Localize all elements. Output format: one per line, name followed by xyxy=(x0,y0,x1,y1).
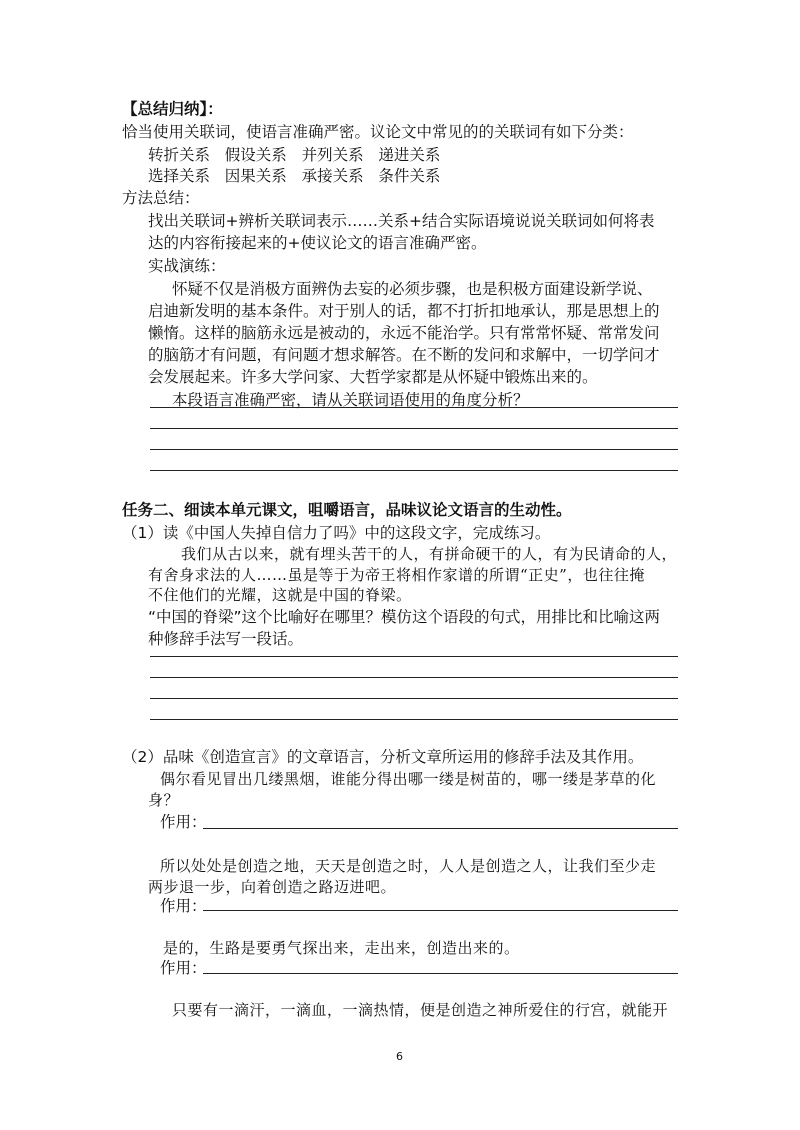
practice-label: 实战演练： xyxy=(148,257,226,275)
effect-label: 作用： xyxy=(160,813,207,831)
answer-line[interactable] xyxy=(150,470,678,471)
q2-item-line: 只要有一滴汗，一滴血，一滴热情，便是创造之神所爱住的行宫，就能开 xyxy=(172,1001,669,1019)
q1-quote-line: 有舍身求法的人……虽是等于为帝王将相作家谱的所谓“正史”，也往往掩 xyxy=(148,566,645,584)
effect-answer-line[interactable] xyxy=(203,828,678,829)
q1-prompt: （1）读《中国人失掉自信力了吗》中的这段文字，完成练习。 xyxy=(122,524,551,542)
task2-heading: 任务二、细读本单元课文，咀嚼语言，品味议论文语言的生动性。 xyxy=(122,501,572,519)
q2-item-line: 所以处处是创造之地，天天是创造之时，人人是创造之人，让我们至少走 xyxy=(160,857,657,875)
summary-heading: 【总结归纳】： xyxy=(122,100,223,118)
q1-question-line-1: “中国的脊梁”这个比喻好在哪里？模仿这个语段的句式，用排比和比喻这两 xyxy=(148,608,661,626)
q2-item-line: 两步退一步，向着创造之路迈进吧。 xyxy=(148,878,397,896)
effect-answer-line[interactable] xyxy=(203,910,678,911)
answer-line[interactable] xyxy=(150,656,678,657)
effect-label: 作用： xyxy=(160,959,207,977)
answer-line[interactable] xyxy=(150,698,678,699)
passage-line: 启迪新发明的基本条件。对于别人的话，都不打折扣地承认，那是思想上的 xyxy=(148,302,660,320)
method-line-1: 找出关联词+辨析关联词表示……关系+结合实际语境说说关联词如何将表 xyxy=(148,212,655,230)
answer-line[interactable] xyxy=(150,407,678,408)
q1-quote-line: 不住他们的光耀，这就是中国的脊梁。 xyxy=(148,586,412,604)
q2-item-line: 是的，生路是要勇气探出来，走出来，创造出来的。 xyxy=(163,939,520,957)
passage-line: 懒惰。这样的脑筋永远是被动的，永远不能治学。只有常常怀疑、常常发问 xyxy=(148,324,660,342)
effect-label: 作用： xyxy=(160,897,207,915)
effect-answer-line[interactable] xyxy=(203,973,678,974)
q2-prompt: （2）品味《创造宣言》的文章语言，分析文章所运用的修辞手法及其作用。 xyxy=(122,748,644,766)
passage-line: 的脑筋才有问题，有问题才想求解答。在不断的发问和求解中，一切学问才 xyxy=(148,346,660,364)
q2-item-line: 偶尔看见冒出几缕黑烟，谁能分得出哪一缕是树苗的，哪一缕是茅草的化 xyxy=(160,770,657,788)
q1-quote-line: 我们从古以来，就有埋头苦干的人，有拼命硬干的人，有为民请命的人， xyxy=(181,545,678,563)
passage-question: 本段语言准确严密，请从关联词语使用的角度分析？ xyxy=(172,391,529,409)
summary-intro: 恰当使用关联词，使语言准确严密。议论文中常见的的关联词有如下分类： xyxy=(122,123,634,141)
page-number: 6 xyxy=(396,1050,403,1063)
q2-item-line: 身？ xyxy=(148,791,180,809)
answer-line[interactable] xyxy=(150,428,678,429)
passage-line: 怀疑不仅是消极方面辨伪去妄的必须步骤，也是积极方面建设新学说、 xyxy=(172,280,653,298)
q1-question-line-2: 种修辞手法写一段话。 xyxy=(148,630,304,648)
method-line-2: 达的内容衔接起来的+使议论文的语言准确严密。 xyxy=(148,234,487,252)
answer-line[interactable] xyxy=(150,677,678,678)
answer-line[interactable] xyxy=(150,719,678,720)
answer-line[interactable] xyxy=(150,449,678,450)
relation-types-line-1: 转折关系 假设关系 并列关系 递进关系 xyxy=(148,146,441,164)
passage-line: 会发展起来。许多大学问家、大哲学家都是从怀疑中锻炼出来的。 xyxy=(148,368,598,386)
relation-types-line-2: 选择关系 因果关系 承接关系 条件关系 xyxy=(148,167,441,185)
method-label: 方法总结： xyxy=(122,189,200,207)
